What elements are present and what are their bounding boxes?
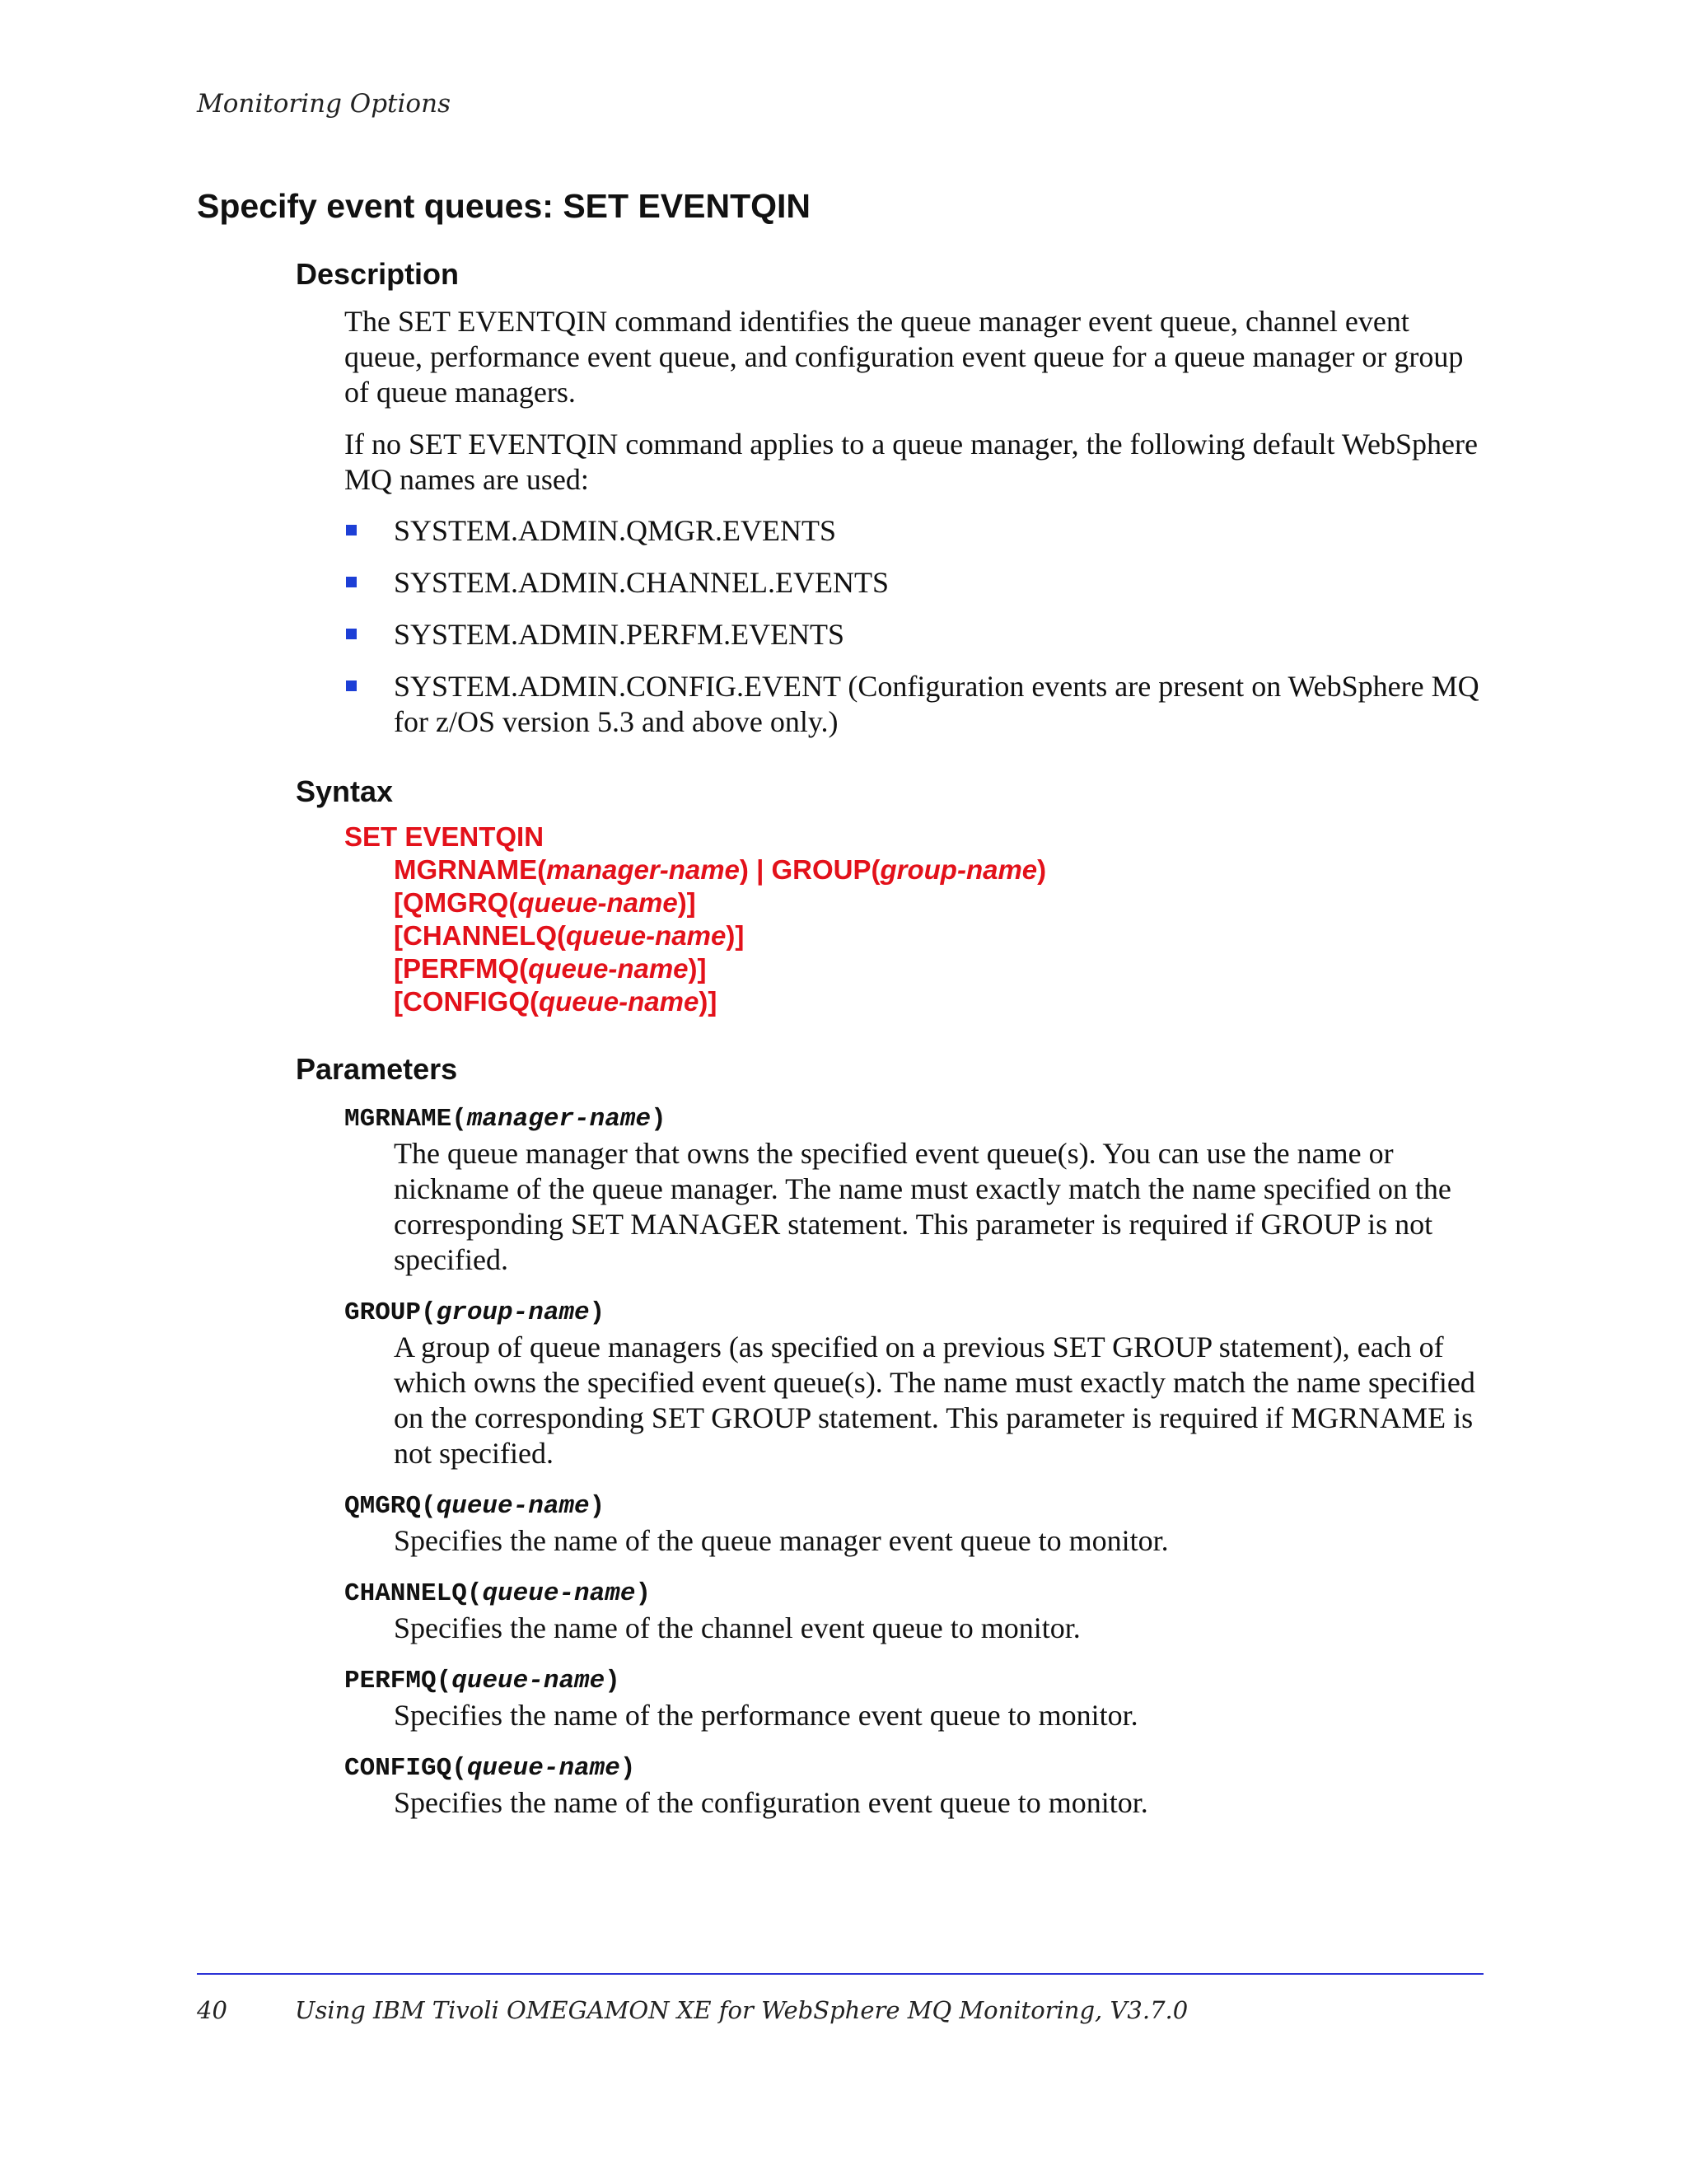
param-desc-configq: Specifies the name of the configuration event queue to monitor. [394,1786,1148,1819]
default-queue-item: SYSTEM.ADMIN.PERFM.EVENTS [394,618,845,651]
parameters-heading: Parameters [296,1052,458,1086]
running-header: Monitoring Options [197,89,451,119]
syntax-line-mgrname: MGRNAME(manager-name) | GROUP(group-name) [394,854,1047,885]
param-name-qmgrq: QMGRQ(queue-name) [344,1492,605,1521]
param-name-perfmq: PERFMQ(queue-name) [344,1667,620,1695]
default-queue-item: SYSTEM.ADMIN.CHANNEL.EVENTS [394,566,889,599]
param-desc-mgrname: The queue manager that owns the specified event queue(s). You can use the name or nickname of the queue manager. The name must exactly match the name specified on the corresponding SET MANAGER statement. This parameter is required if GROUP is not specified. [394,1137,1451,1276]
syntax-heading: Syntax [296,774,394,808]
syntax-command: SET EVENTQIN [344,821,544,852]
description-paragraph-1: The SET EVENTQIN command identifies the queue manager event queue, channel event queue, performance event queue, and configuration event queue for a queue manager or group of queue managers. [344,305,1464,409]
footer-book-title: Using IBM Tivoli OMEGAMON XE for WebSphere MQ Monitoring, V3.7.0 [295,1996,1189,2024]
description-paragraph-2: If no SET EVENTQIN command applies to a queue manager, the following default WebSphere MQ names are used: [344,428,1478,496]
description-heading: Description [296,257,460,291]
section-title: Specify event queues: SET EVENTQIN [197,187,811,225]
param-desc-perfmq: Specifies the name of the performance event queue to monitor. [394,1699,1138,1732]
footer-rule [197,1973,1484,1975]
bullet-marker [346,525,357,535]
param-name-configq: CONFIGQ(queue-name) [344,1754,636,1783]
param-desc-channelq: Specifies the name of the channel event queue to monitor. [394,1611,1081,1644]
param-name-mgrname: MGRNAME(manager-name) [344,1105,666,1134]
syntax-line-configq: [CONFIGQ(queue-name)] [394,986,717,1017]
default-queue-item: SYSTEM.ADMIN.CONFIG.EVENT (Configuration events are present on WebSphere MQ for z/OS version 5.3 and above only.) [394,670,1479,738]
syntax-line-channelq: [CHANNELQ(queue-name)] [394,920,745,951]
param-name-channelq: CHANNELQ(queue-name) [344,1579,652,1608]
bullet-marker [346,629,357,639]
syntax-line-perfmq: [PERFMQ(queue-name)] [394,953,707,984]
param-desc-group: A group of queue managers (as specified on a previous SET GROUP statement), each of which owns the specified event queue(s). The name must exactly match the name specified on the corresponding SET GROUP statement. This parameter is required if MGRNAME is not specified. [394,1331,1475,1470]
bullet-marker [346,577,357,587]
page-number: 40 [197,1996,227,2024]
param-name-group: GROUP(group-name) [344,1298,605,1327]
param-desc-qmgrq: Specifies the name of the queue manager event queue to monitor. [394,1524,1169,1557]
default-queue-item: SYSTEM.ADMIN.QMGR.EVENTS [394,514,837,547]
bullet-marker [346,680,357,691]
syntax-line-qmgrq: [QMGRQ(queue-name)] [394,887,696,918]
